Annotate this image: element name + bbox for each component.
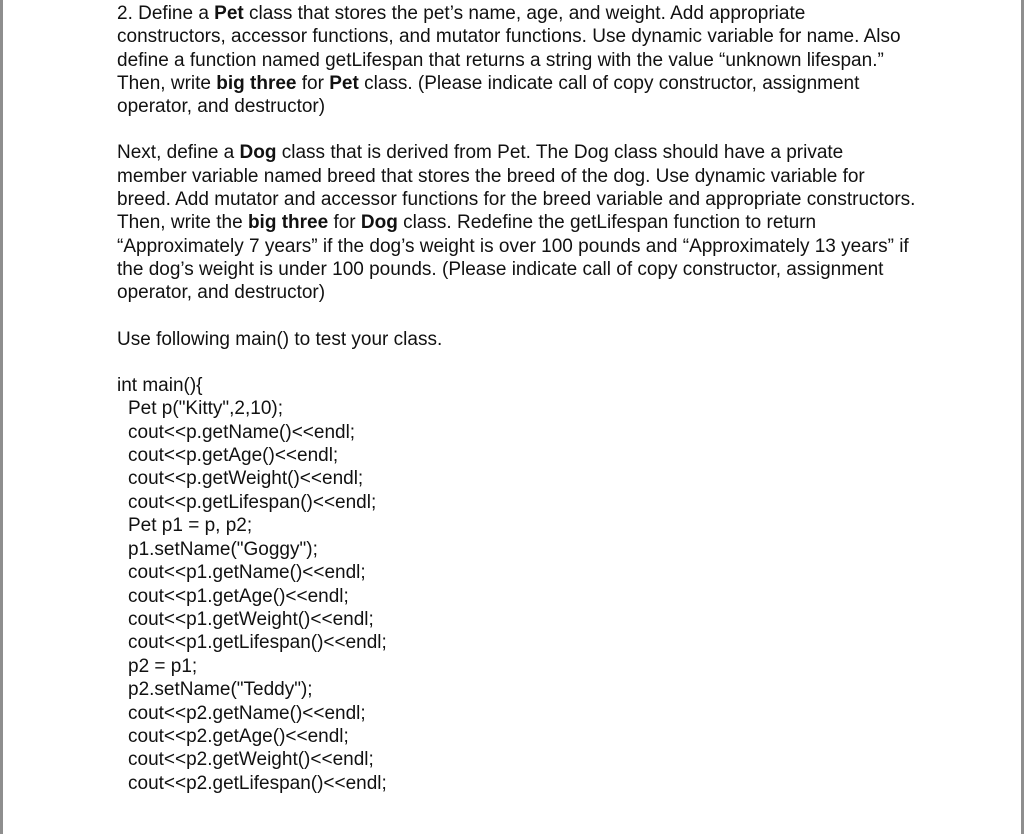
main-code-block	[117, 374, 917, 795]
code-line: p2 = p1;	[128, 655, 198, 677]
code-line: cout<<p1.getAge()<<endl;	[128, 585, 349, 607]
code-line: cout<<p.getWeight()<<endl;	[128, 468, 364, 490]
p2-seg-3: big three	[247, 212, 329, 234]
test-intro-text: Use following main() to test your class.	[117, 328, 443, 350]
document-page	[117, 2, 917, 795]
code-line: cout<<p1.getName()<<endl;	[128, 562, 366, 584]
code-line: Pet p1 = p, p2;	[128, 515, 253, 537]
p2-seg-6: class. Redefine the getLifespan function to return “Approximately 7 years” if the dog’s weight is over 100 pounds and “Approximately 13 years” if the dog’s weight is under 100 pounds. (Please indicate call of copy constructor, assignment operator, and destructor)	[117, 212, 909, 304]
code-header-line: int main(){	[117, 374, 203, 396]
code-line: cout<<p1.getLifespan()<<endl;	[128, 632, 387, 654]
p2-seg-0: Next, define a	[117, 142, 240, 164]
question-dog-paragraph	[117, 141, 917, 304]
code-line: cout<<p2.getAge()<<endl;	[128, 725, 349, 747]
p2-seg-5: Dog	[360, 212, 398, 234]
p1-seg-4: for	[296, 72, 330, 94]
code-line: cout<<p.getName()<<endl;	[128, 421, 356, 443]
code-line: cout<<p1.getWeight()<<endl;	[128, 608, 374, 630]
code-line: Pet p("Kitty",2,10);	[128, 398, 283, 420]
p1-seg-6: class. (Please indicate call of copy constructor, assignment operator, and destructor)	[117, 72, 860, 118]
code-line: cout<<p2.getWeight()<<endl;	[128, 749, 374, 771]
p1-seg-2: class that stores the pet’s name, age, and weight. Add appropriate constructors, accessor functions, and mutator functions. Use dynamic variable for name. Also define a function named getLifespan that returns a string with the value “unknown lifespan.” Then, write	[117, 3, 901, 94]
code-line: p1.setName("Goggy");	[128, 538, 318, 560]
p1-seg-0: 2. Define a	[117, 3, 215, 24]
question-pet-paragraph	[117, 2, 917, 118]
code-line: cout<<p2.getLifespan()<<endl;	[128, 772, 387, 794]
p1-seg-1: Pet	[214, 3, 244, 24]
code-line: cout<<p2.getName()<<endl;	[128, 702, 366, 724]
p1-seg-3: big three	[216, 72, 297, 94]
code-line: cout<<p.getAge()<<endl;	[128, 445, 339, 467]
code-line: p2.setName("Teddy");	[128, 679, 313, 701]
p2-seg-1: Dog	[239, 142, 277, 164]
page-border-left	[0, 0, 3, 834]
p1-seg-5: Pet	[329, 72, 359, 94]
code-line: cout<<p.getLifespan()<<endl;	[128, 491, 377, 513]
p2-seg-2: class that is derived from Pet. The Dog class should have a private member variable named breed that stores the breed of the dog. Use dynamic variable for breed. Add mutator and accessor functions for the breed variable and appropriate constructors. Then, write the	[117, 142, 916, 234]
p2-seg-4: for	[328, 212, 361, 234]
